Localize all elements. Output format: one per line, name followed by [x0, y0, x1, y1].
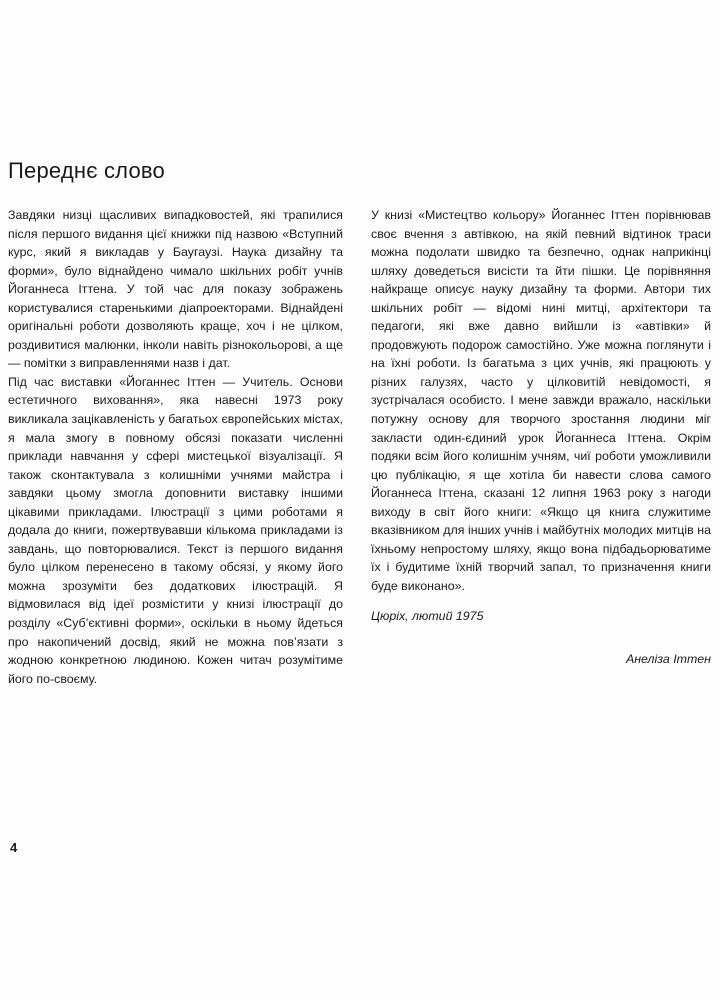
left-paragraph-1: Завдяки низці щасливих випадковостей, які трапилися після першого видання цієї книжки під назвою «Вступний курс, який я викладав у Баугаузі. Наука дизайну та форми», було віднайдено чимало шкільних робіт учнів Йоганнеса Іттена. У той час для показу зображень користувалися старенькими діапроекторами. Віднайдені оригінальні роботи дозволяють краще, хоч і не цілком, роздивитися малюнки, інколи навіть різнокольорові, а ще — помітки з виправленнями назв і дат.: [8, 208, 343, 371]
place-date: Цюріх, лютий 1975: [371, 609, 484, 624]
page-title: Переднє слово: [8, 158, 165, 183]
right-text-column: [371, 206, 711, 669]
left-text-column: [8, 206, 343, 688]
right-paragraph-1: У книзі «Мистецтво кольору» Йоганнес Іттен порівнював своє вчення з автівкою, на якій певний відтинок траси можна подолати швидко та безпечно, однак наприкінці шляху доведеться висісти та йти пішки. Це порівняння найкраще описує науку дизайну та форми. Автори тих шкільних робіт — відомі нині митці, архітектори та педагоги, які вже давно вийшли із «автівки» й продовжують подорож самостійно. Уже можна поглянути і на їхні роботи. Із багатьма з цих учнів, які працюють у різних галузях, часто у цілковитій невідомості, я зустрічалася особисто. І мене завжди вражало, наскільки потужну основу для творчого зростання людини міг закласти один-єдиний урок Йоганнеса Іттена. Окрім подяки всім його колишнім учням, чиї роботи уможливили цю публікацію, я ще хотіла би навести слова самого Йоганнеса Іттена, сказані 12 липня 1963 року з нагоди виходу в світ його книги: «Якщо ця книга служитиме вказівником для інших учнів і майбутніх молодих митців на їхньому непростому шляху, якщо вона підбадьорюватиме їх і будитиме їхній творчий запал, то призначення книги буде виконано».: [371, 208, 711, 593]
page-number: 4: [10, 840, 18, 855]
author-signature: Анеліза Іттен: [625, 652, 711, 667]
left-paragraph-2: Під час виставки «Йоганнес Іттен — Учитель. Основи естетичного виховання», яка навесні 1973 року викликала зацікавленість у багатьох європейських містах, я мала змогу в повному обсязі показати численні приклади навчання у сфері мистецької візуалізації. Я також сконтактувала з колишніми учнями майстра і завдяки цьому змогла доповнити виставку іншими цікавими прикладами. Ілюстрації з цими роботами я додала до книги, пожертвувавши кількома прикладами із завдань, що повторювалися. Текст із першого видання було цілком перенесено в такому обсязі, у якому його можна зрозуміти без додаткових ілюстрацій. Я відмовилася від ідеї розмістити у книзі ілюстрації до розділу «Суб’єктивні форми», оскільки в ньому йдеться про накопичений досвід, який не можна пов’язати з жодною конкретною людиною. Кожен читач розумітиме його по-своєму.: [8, 374, 343, 686]
